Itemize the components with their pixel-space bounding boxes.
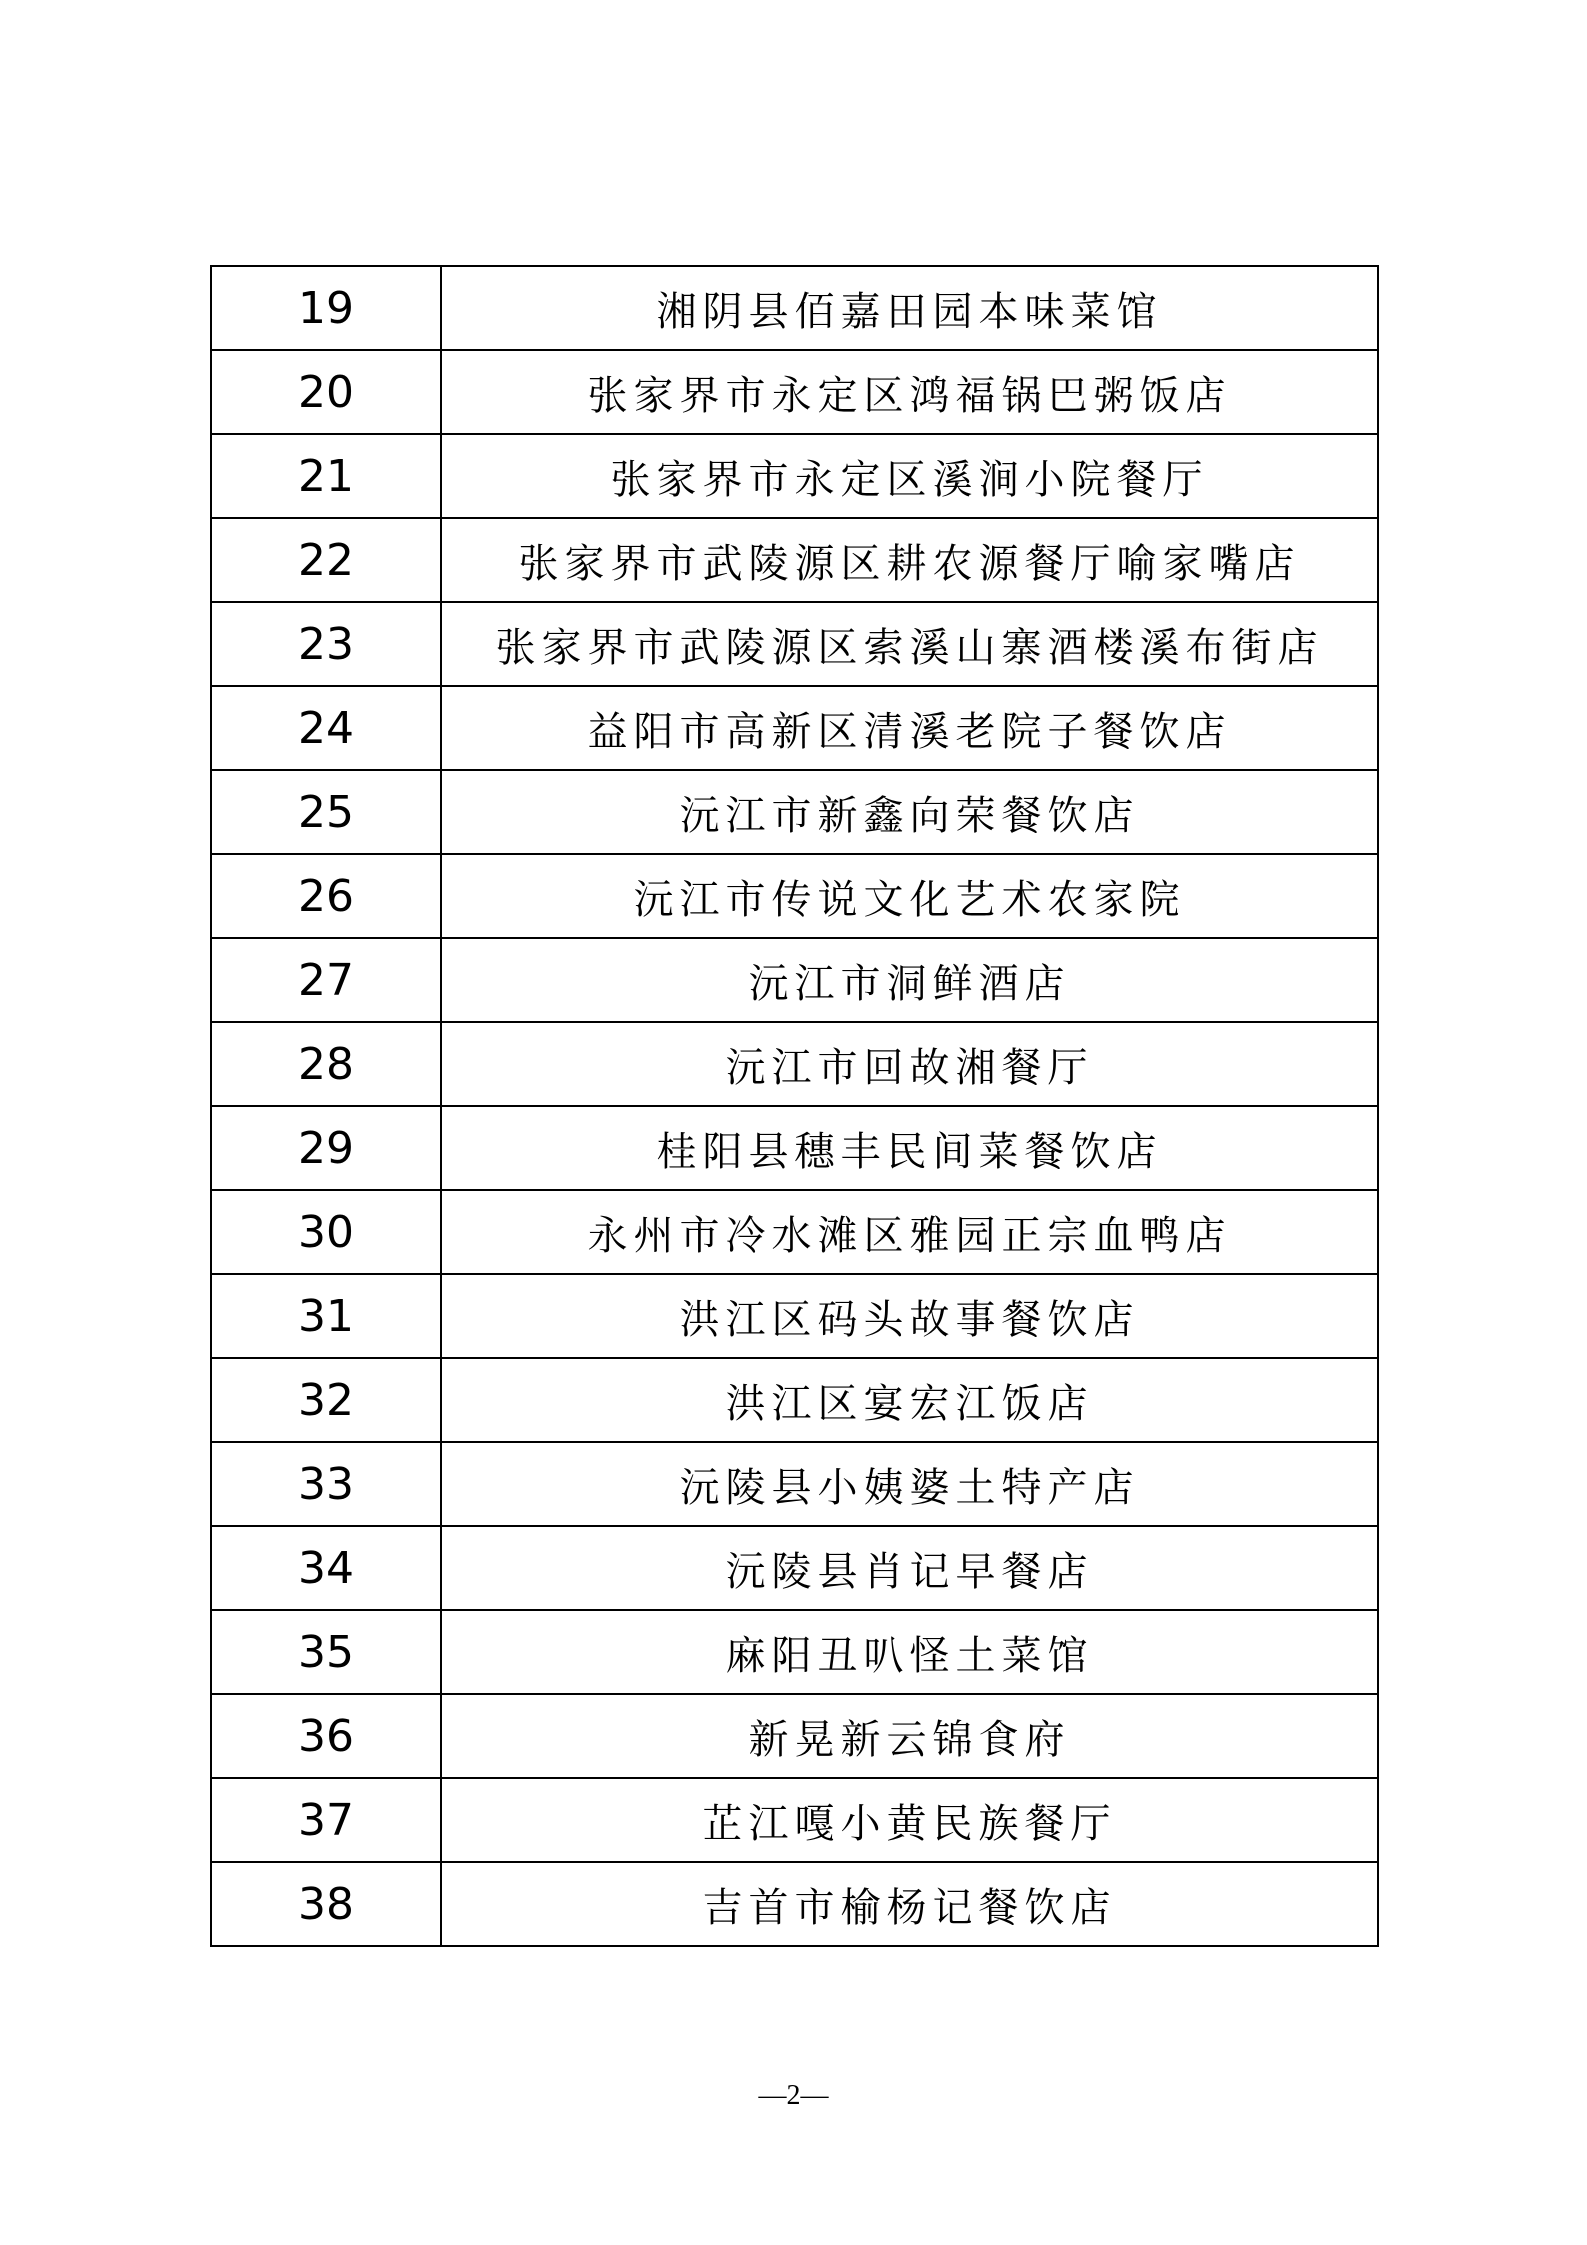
table-body bbox=[211, 266, 1378, 1946]
row-number: 34 bbox=[211, 1526, 441, 1610]
row-number: 20 bbox=[211, 350, 441, 434]
table-row bbox=[211, 686, 1378, 770]
restaurant-name: 湘阴县佰嘉田园本味菜馆 bbox=[441, 266, 1378, 350]
row-number: 25 bbox=[211, 770, 441, 854]
row-number: 37 bbox=[211, 1778, 441, 1862]
row-number: 38 bbox=[211, 1862, 441, 1946]
row-number: 21 bbox=[211, 434, 441, 518]
table-row bbox=[211, 770, 1378, 854]
row-number: 30 bbox=[211, 1190, 441, 1274]
restaurant-name: 麻阳丑叭怪土菜馆 bbox=[441, 1610, 1378, 1694]
restaurant-name: 沅江市传说文化艺术农家院 bbox=[441, 854, 1378, 938]
table-row bbox=[211, 1190, 1378, 1274]
restaurant-name: 沅江市新鑫向荣餐饮店 bbox=[441, 770, 1378, 854]
restaurant-name: 永州市冷水滩区雅园正宗血鸭店 bbox=[441, 1190, 1378, 1274]
row-number: 36 bbox=[211, 1694, 441, 1778]
table-row bbox=[211, 266, 1378, 350]
row-number: 19 bbox=[211, 266, 441, 350]
page-number: —2— bbox=[758, 2080, 829, 2111]
table-row bbox=[211, 938, 1378, 1022]
table-row bbox=[211, 854, 1378, 938]
row-number: 31 bbox=[211, 1274, 441, 1358]
restaurant-name: 吉首市榆杨记餐饮店 bbox=[441, 1862, 1378, 1946]
row-number: 28 bbox=[211, 1022, 441, 1106]
row-number: 29 bbox=[211, 1106, 441, 1190]
restaurant-name: 沅陵县小姨婆土特产店 bbox=[441, 1442, 1378, 1526]
restaurant-name: 沅陵县肖记早餐店 bbox=[441, 1526, 1378, 1610]
row-number: 24 bbox=[211, 686, 441, 770]
restaurant-name: 洪江区码头故事餐饮店 bbox=[441, 1274, 1378, 1358]
restaurant-name: 桂阳县穗丰民间菜餐饮店 bbox=[441, 1106, 1378, 1190]
table-row bbox=[211, 1694, 1378, 1778]
row-number: 22 bbox=[211, 518, 441, 602]
table-row bbox=[211, 602, 1378, 686]
row-number: 33 bbox=[211, 1442, 441, 1526]
table-row bbox=[211, 1022, 1378, 1106]
row-number: 35 bbox=[211, 1610, 441, 1694]
restaurant-name: 张家界市武陵源区耕农源餐厅喻家嘴店 bbox=[441, 518, 1378, 602]
restaurant-name: 张家界市永定区溪涧小院餐厅 bbox=[441, 434, 1378, 518]
row-number: 26 bbox=[211, 854, 441, 938]
restaurant-name: 沅江市洞鲜酒店 bbox=[441, 938, 1378, 1022]
table-row bbox=[211, 1526, 1378, 1610]
restaurant-name: 张家界市永定区鸿福锅巴粥饭店 bbox=[441, 350, 1378, 434]
row-number: 27 bbox=[211, 938, 441, 1022]
table-row bbox=[211, 1862, 1378, 1946]
restaurant-name: 芷江嘎小黄民族餐厅 bbox=[441, 1778, 1378, 1862]
table-row bbox=[211, 350, 1378, 434]
row-number: 23 bbox=[211, 602, 441, 686]
restaurant-list-table bbox=[210, 265, 1379, 1947]
table-row bbox=[211, 1778, 1378, 1862]
table-row bbox=[211, 1610, 1378, 1694]
table-row bbox=[211, 1442, 1378, 1526]
table-row bbox=[211, 518, 1378, 602]
restaurant-name: 益阳市高新区清溪老院子餐饮店 bbox=[441, 686, 1378, 770]
restaurant-name: 新晃新云锦食府 bbox=[441, 1694, 1378, 1778]
table-row bbox=[211, 434, 1378, 518]
row-number: 32 bbox=[211, 1358, 441, 1442]
table-row bbox=[211, 1274, 1378, 1358]
table-row bbox=[211, 1358, 1378, 1442]
restaurant-name: 张家界市武陵源区索溪山寨酒楼溪布街店 bbox=[441, 602, 1378, 686]
table-row bbox=[211, 1106, 1378, 1190]
restaurant-name: 洪江区宴宏江饭店 bbox=[441, 1358, 1378, 1442]
restaurant-name: 沅江市回故湘餐厅 bbox=[441, 1022, 1378, 1106]
